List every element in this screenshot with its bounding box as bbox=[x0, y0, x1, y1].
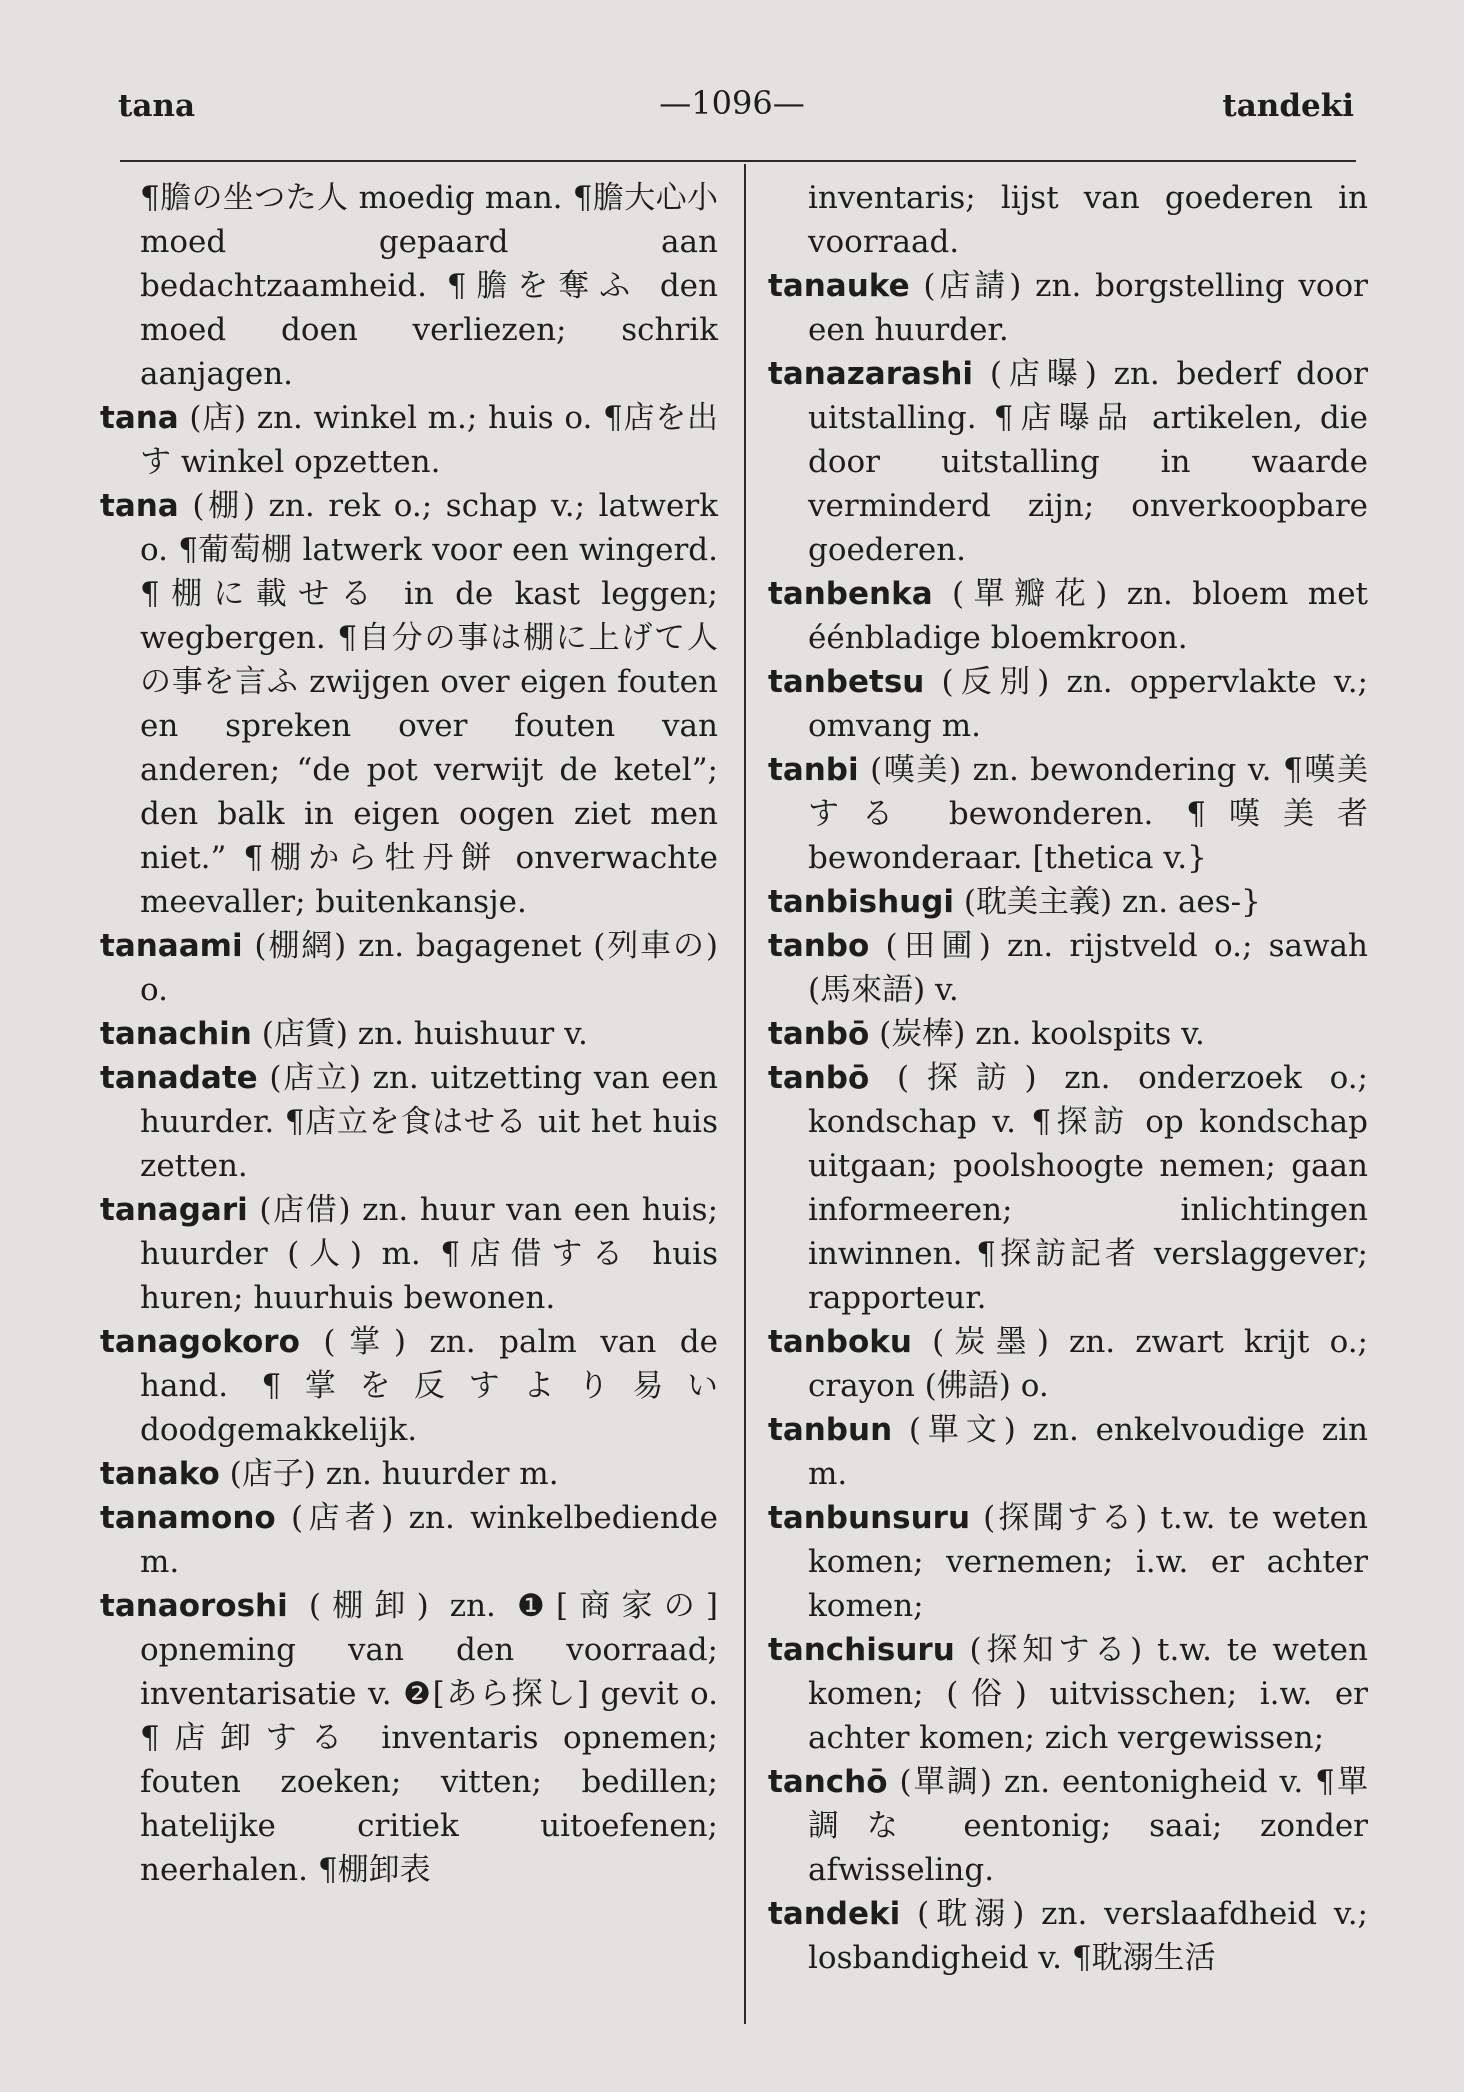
dictionary-entry bbox=[100, 1496, 718, 1584]
entry-definition: (棚) zn. rek o.; schap v.; latwerk o. ¶葡萄棚 latwerk voor een wingerd. ¶棚に載せる in de kast leggen; wegbergen. ¶自分の事は棚に上げて人の事を言ふ zwijgen over eigen fouten en spreken over fouten van anderen; “de pot verwijt de ketel”; den balk in eigen oogen ziet men niet.” ¶棚から牡丹餅 onverwachte meevaller; buitenkansje. bbox=[140, 488, 718, 920]
entry-headword: tanbi bbox=[768, 752, 859, 788]
dictionary-entry bbox=[768, 1892, 1368, 1980]
entry-headword: tanbunsuru bbox=[768, 1500, 971, 1536]
entry-definition: (店借) zn. huur van een huis; huurder (人) m. ¶店借する huis huren; huurhuis bewonen. bbox=[140, 1192, 719, 1316]
dictionary-entry bbox=[100, 396, 718, 484]
entry-headword: tanauke bbox=[768, 268, 910, 304]
entry-definition: (炭棒) zn. koolspits v. bbox=[879, 1016, 1205, 1052]
header-rule bbox=[120, 160, 1356, 162]
entry-headword: tanbō bbox=[768, 1060, 870, 1096]
entry-definition: (掌) zn. palm van de hand. ¶掌を反すより易い doodgemakkelijk. bbox=[140, 1324, 718, 1448]
entry-headword: tanchisuru bbox=[768, 1632, 955, 1668]
dictionary-entry bbox=[768, 1320, 1368, 1408]
column-divider bbox=[744, 164, 746, 2024]
dictionary-entry bbox=[100, 1320, 718, 1452]
entry-headword: tanagari bbox=[100, 1192, 248, 1228]
entry-headword: tanbetsu bbox=[768, 664, 925, 700]
dictionary-entry bbox=[768, 176, 1368, 264]
entry-headword: tanbun bbox=[768, 1412, 893, 1448]
entry-headword: tanbishugi bbox=[768, 884, 955, 920]
entry-definition: (探訪) zn. onderzoek o.; kondschap v. ¶探訪 op kondschap uitgaan; poolshoogte nemen; gaan informeeren; inlichtingen inwinnen. ¶探訪記者 verslaggever; rapporteur. bbox=[808, 1060, 1368, 1316]
entry-definition: (店賃) zn. huishuur v. bbox=[261, 1016, 588, 1052]
entry-definition: (店子) zn. huurder m. bbox=[229, 1456, 559, 1492]
entry-definition: (田圃) zn. rijstveld o.; sawah (馬來語) v. bbox=[808, 928, 1369, 1008]
entry-definition: ¶膽の坐つた人 moedig man. ¶膽大心小 moed gepaard aan bedachtzaamheid. ¶膽を奪ふ den moed doen verliezen; schrik aanjagen. bbox=[140, 180, 718, 392]
dictionary-entry bbox=[768, 1628, 1368, 1760]
entry-definition: (炭墨) zn. zwart krijt o.; crayon (佛語) o. bbox=[808, 1324, 1368, 1404]
entry-definition: (店者) zn. winkelbediende m. bbox=[140, 1500, 718, 1580]
dictionary-entry bbox=[100, 1188, 718, 1320]
dictionary-entry bbox=[100, 924, 718, 1012]
dictionary-entry bbox=[100, 1452, 718, 1496]
dictionary-entry bbox=[768, 1496, 1368, 1628]
entry-headword: tanchō bbox=[768, 1764, 888, 1800]
entry-headword: tanbō bbox=[768, 1016, 870, 1052]
entry-headword: tanazarashi bbox=[768, 356, 974, 392]
dictionary-entry bbox=[768, 572, 1368, 660]
entry-definition: (店立) zn. uitzetting van een huurder. ¶店立を食はせる uit het huis zetten. bbox=[140, 1060, 719, 1184]
entry-definition: (棚卸) zn. ❶[商家の] opneming van den voorraad; inventarisatie v. ❷[あら探し] gevit o. ¶店卸する inventaris opnemen; fouten zoeken; vitten; bedillen; hatelijke critiek uitoefenen; neerhalen. ¶棚卸表 bbox=[140, 1588, 719, 1888]
dictionary-entry bbox=[768, 1012, 1368, 1056]
entry-headword: tanamono bbox=[100, 1500, 276, 1536]
entry-definition: (店請) zn. borgstelling voor een huurder. bbox=[808, 268, 1369, 348]
dictionary-entry bbox=[768, 352, 1368, 572]
entry-definition: (店) zn. winkel m.; huis o. ¶店を出す winkel opzetten. bbox=[140, 400, 718, 480]
entry-definition: (耽美主義) zn. aes-} bbox=[963, 884, 1261, 920]
entry-headword: tanadate bbox=[100, 1060, 258, 1096]
entry-definition: (單調) zn. eentonigheid v. ¶單調な eentonig; saai; zonder afwisseling. bbox=[808, 1764, 1368, 1888]
dictionary-entry bbox=[100, 484, 718, 924]
entry-definition: (店曝) zn. bederf door uitstalling. ¶店曝品 artikelen, die door uitstalling in waarde verminderd zijn; onverkoopbare goederen. bbox=[808, 356, 1368, 568]
entry-definition: (棚網) zn. bagagenet (列車の) o. bbox=[140, 928, 719, 1008]
right-column bbox=[768, 176, 1368, 1980]
entry-definition: (耽溺) zn. verslaafdheid v.; losbandigheid v. ¶耽溺生活 bbox=[808, 1896, 1368, 1976]
left-column bbox=[100, 176, 718, 1892]
dictionary-entry bbox=[100, 176, 718, 396]
entry-definition: inventaris; lijst van goederen in voorraad. bbox=[808, 180, 1368, 260]
entry-headword: tanaami bbox=[100, 928, 243, 964]
dictionary-entry bbox=[100, 1056, 718, 1188]
entry-headword: tanbenka bbox=[768, 576, 933, 612]
dictionary-entry bbox=[768, 1056, 1368, 1320]
entry-definition: (單文) zn. enkelvoudige zin m. bbox=[808, 1412, 1369, 1492]
page-number: —1096— bbox=[659, 84, 805, 122]
entry-headword: tanaoroshi bbox=[100, 1588, 288, 1624]
entry-headword: tana bbox=[100, 400, 179, 436]
dictionary-entry bbox=[768, 748, 1368, 880]
entry-definition: (探聞する) t.w. te weten komen; vernemen; i.w. er achter komen; bbox=[808, 1500, 1368, 1624]
dictionary-entry bbox=[100, 1584, 718, 1892]
dictionary-entry bbox=[768, 1760, 1368, 1892]
entry-headword: tanagokoro bbox=[100, 1324, 300, 1360]
dictionary-entry bbox=[768, 924, 1368, 1012]
dictionary-entry bbox=[100, 1012, 718, 1056]
entry-definition: (單瓣花) zn. bloem met éénbladige bloemkroon. bbox=[808, 576, 1369, 656]
dictionary-entry bbox=[768, 264, 1368, 352]
entry-headword: tanako bbox=[100, 1456, 220, 1492]
entry-headword: tana bbox=[100, 488, 179, 524]
entry-headword: tanboku bbox=[768, 1324, 912, 1360]
entry-headword: tanachin bbox=[100, 1016, 252, 1052]
running-head-right: tandeki bbox=[1222, 88, 1354, 124]
running-head-left: tana bbox=[118, 88, 196, 124]
dictionary-entry bbox=[768, 660, 1368, 748]
dictionary-entry bbox=[768, 880, 1368, 924]
dictionary-entry bbox=[768, 1408, 1368, 1496]
entry-definition: (探知する) t.w. te weten komen; (俗) uitvisschen; i.w. er achter komen; zich vergewissen; bbox=[808, 1632, 1368, 1756]
entry-definition: (反別) zn. oppervlakte v.; omvang m. bbox=[808, 664, 1368, 744]
entry-headword: tanbo bbox=[768, 928, 870, 964]
entry-definition: (嘆美) zn. bewondering v. ¶嘆美する bewonderen. ¶嘆美者 bewonderaar. [thetica v.} bbox=[808, 752, 1368, 876]
entry-headword: tandeki bbox=[768, 1896, 901, 1932]
